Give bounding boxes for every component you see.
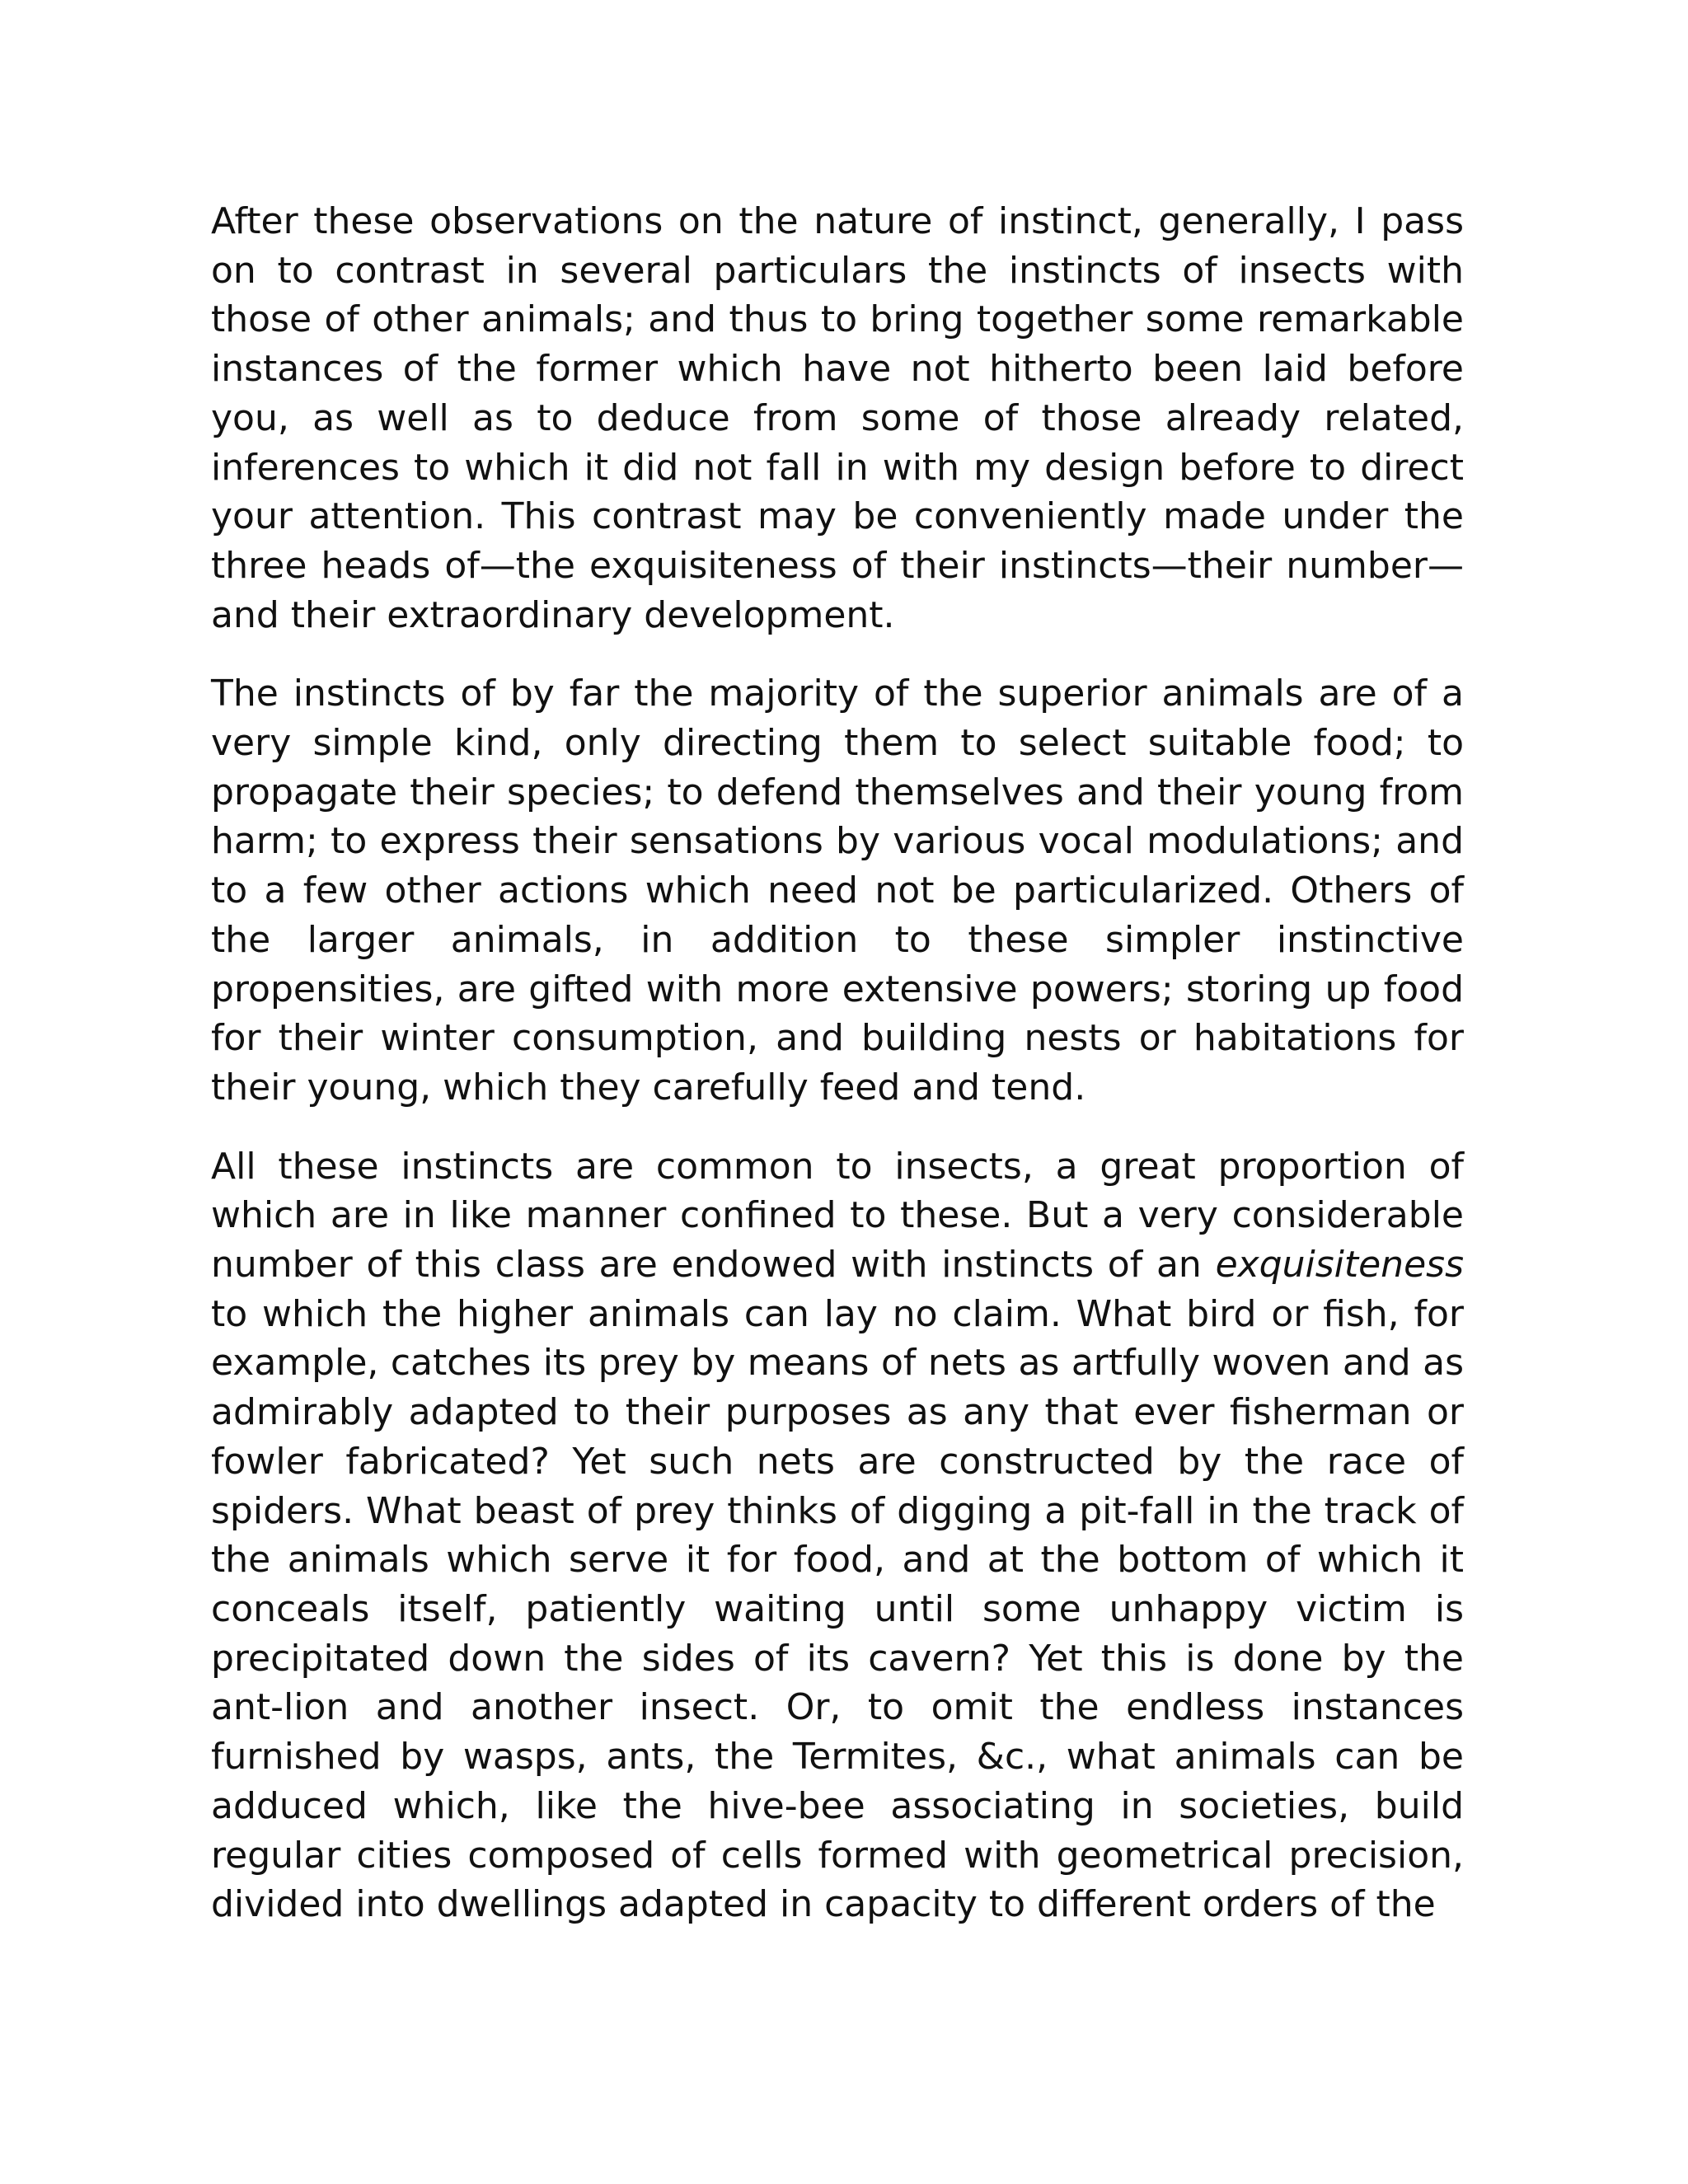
paragraph-1: After these observations on the nature of instinct, generally, I pass on to contrast in several particulars the instincts of insects with those of other animals; and thus to bring together some remarkable instances of the former which have not hitherto been laid before you, as well as to deduce from some of those already related, inferences to which it did not fall in with my design before to direct your attention. This contrast may be conveniently made under the three heads of—the exquisiteness of their instincts—their number—and their extraordinary development. (211, 200, 1464, 636)
body-text (211, 197, 1464, 1929)
paragraph-3-part-2: to which the higher animals can lay no claim. What bird or fish, for example, catches its prey by means of nets as artfully woven and as admirably adapted to their purposes as any that ever fisherman or fowler fabricated? Yet such nets are constructed by the race of spiders. What beast of prey thinks of digging a pit-fall in the track of the animals which serve it for food, and at the bottom of which it conceals itself, patiently waiting until some unhappy victim is precipitated down the sides of its cavern? Yet this is done by the ant-lion and another insect. Or, to omit the endless instances furnished by wasps, ants, the Termites, &c., what animals can be adduced which, like the hive-bee associating in societies, build regular cities composed of cells formed with geometrical precision, divided into dwellings adapted in capacity to different orders of the (211, 1292, 1464, 1926)
italic-term: exquisiteness (1215, 1244, 1464, 1286)
paragraph-3-part-1: All these instincts are common to insects, a great proportion of which are in like manner confined to these. But a very considerable number of this class are endowed with instincts of an (211, 1145, 1464, 1286)
paragraph-2: The instincts of by far the majority of the superior animals are of a very simple kind, only directing them to select suitable food; to propagate their species; to defend themselves and their young from harm; to express their sensations by various vocal modulations; and to a few other actions which need not be particularized. Others of the larger animals, in addition to these simpler instinctive propensities, are gifted with more extensive powers; storing up food for their winter consumption, and building nests or habitations for their young, which they carefully feed and tend. (211, 673, 1464, 1108)
paragraph-3 (211, 1142, 1464, 1929)
